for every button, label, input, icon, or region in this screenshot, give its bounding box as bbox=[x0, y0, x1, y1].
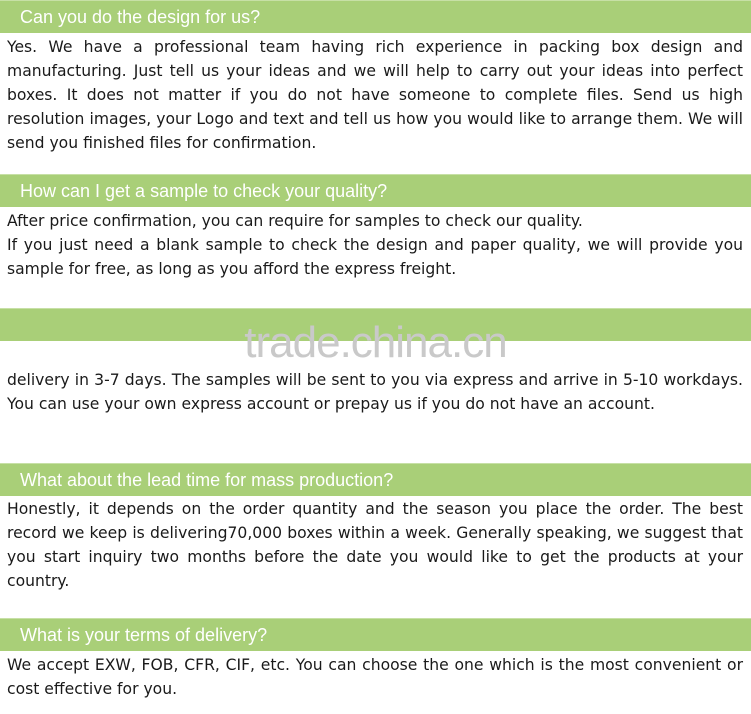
section-heading-text: How can I get a sample to check your quality? bbox=[20, 180, 388, 201]
section-body-sample bbox=[7, 209, 743, 281]
paragraph: Yes. We have a professional team having rich experience in packing box design and manufacturing. Just tell us your ideas and we will help to carry out your ideas into perfect boxes. It does not matter if you do not have someone to complete files. Send us high resolution images, your Logo and text and tell us how you would like to arrange them. We will send you finished files for confirmation. bbox=[7, 38, 743, 152]
section-heading-text: Can you do the design for us? bbox=[20, 6, 261, 27]
section-heading-design bbox=[0, 0, 751, 33]
section-heading-terms bbox=[0, 618, 751, 651]
paragraph: We accept EXW, FOB, CFR, CIF, etc. You can choose the one which is the most convenient or cost effective for you. bbox=[7, 656, 743, 698]
section-body-design bbox=[7, 35, 743, 155]
paragraph: delivery in 3-7 days. The samples will be sent to you via express and arrive in 5-10 workdays. You can use your own express account or prepay us if you do not have an account. bbox=[7, 371, 743, 413]
section-body-delivery-days bbox=[7, 368, 743, 416]
section-heading-sample bbox=[0, 174, 751, 207]
paragraph: After price confirmation, you can require for samples to check our quality. bbox=[7, 212, 583, 230]
paragraph: If you just need a blank sample to check the design and paper quality, we will provide you sample for free, as long as you afford the express freight. bbox=[7, 236, 743, 278]
section-heading-text: What about the lead time for mass production? bbox=[20, 469, 394, 490]
paragraph: Honestly, it depends on the order quantity and the season you place the order. The best record we keep is delivering70,000 boxes within a week. Generally speaking, we suggest that you start inquiry two months before the date you would like to get the products at your country. bbox=[7, 500, 743, 590]
section-heading-text: What is your terms of delivery? bbox=[20, 624, 268, 645]
section-body-terms bbox=[7, 653, 743, 701]
section-heading-lead-time bbox=[0, 463, 751, 496]
watermark: trade.china.cn bbox=[244, 318, 507, 367]
section-body-lead-time bbox=[7, 497, 743, 593]
